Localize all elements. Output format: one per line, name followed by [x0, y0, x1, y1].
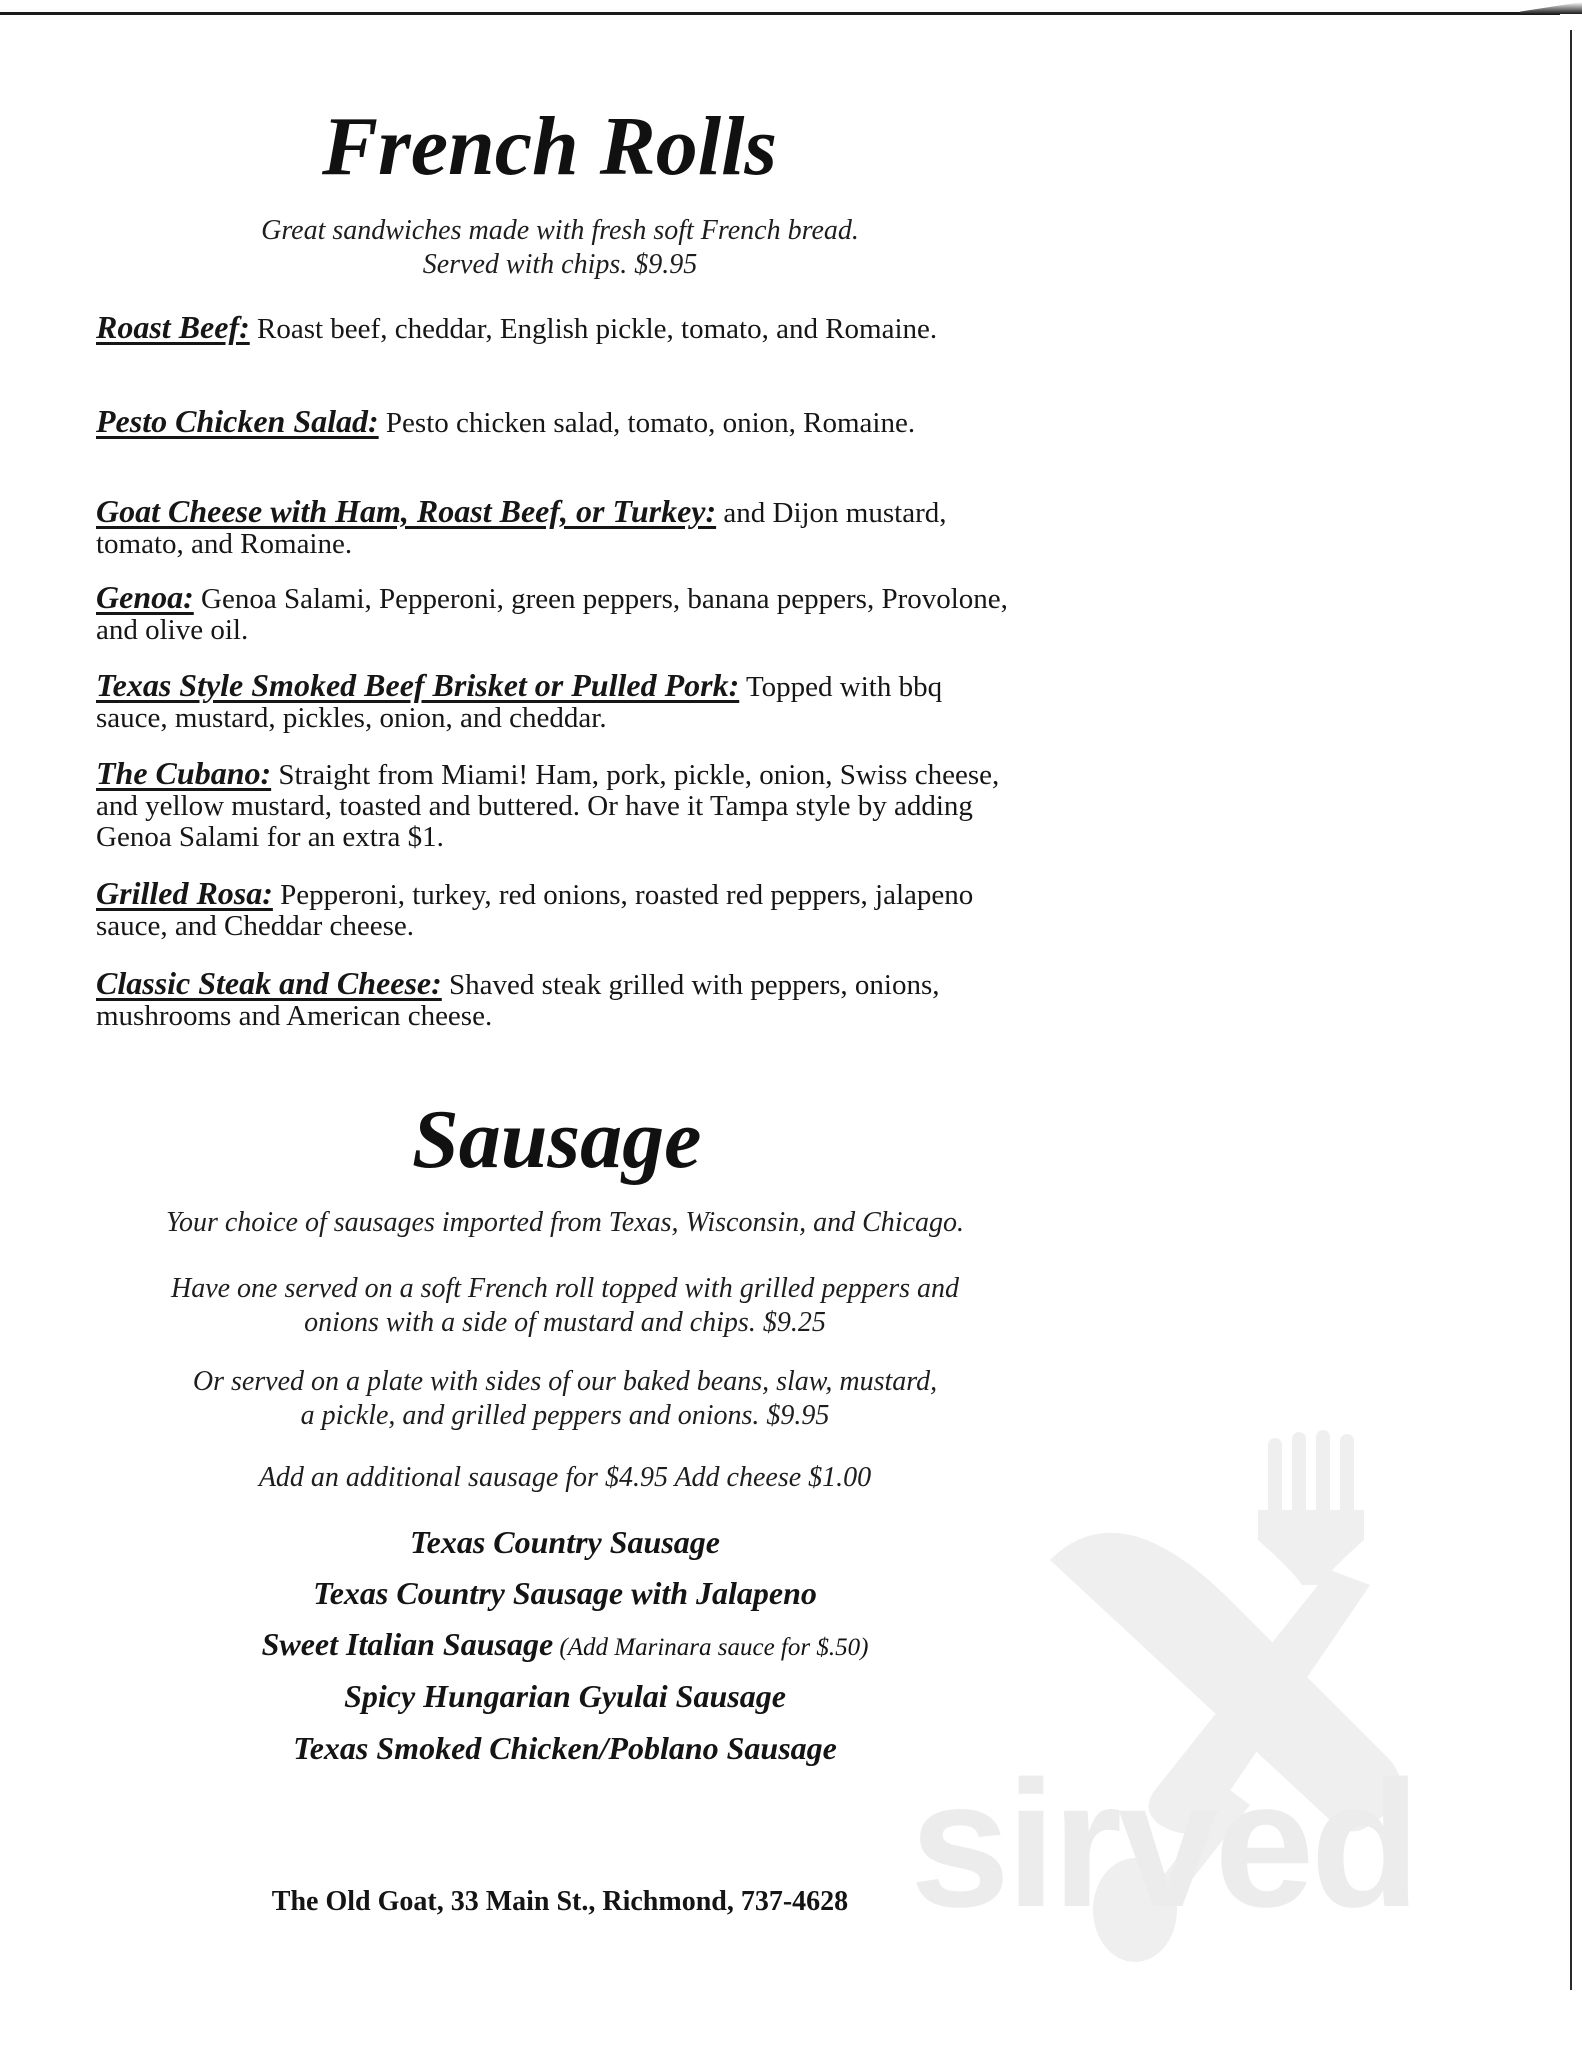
menu-item: [96, 309, 1016, 345]
menu-item-name: Classic Steak and Cheese:: [96, 965, 442, 1001]
menu-item-description: and Dijon mustard, tomato, and Romaine.: [96, 497, 947, 560]
page-edge-line: [1570, 30, 1572, 1990]
sausage-plate-option: [80, 1365, 1050, 1433]
sausage-variety: [120, 1624, 1010, 1668]
sausage-roll-option-line2: onions with a side of mustard and chips. $9.25: [304, 1307, 826, 1338]
sausage-variety-name: Spicy Hungarian Gyulai Sausage: [344, 1678, 786, 1714]
menu-item-name: Genoa:: [96, 579, 194, 615]
menu-item: [96, 667, 1016, 734]
menu-item-name: Grilled Rosa:: [96, 875, 273, 911]
menu-item: [96, 755, 1016, 853]
menu-item-name: Pesto Chicken Salad:: [96, 403, 379, 439]
menu-item-description: Topped with bbq sauce, mustard, pickles, onion, and cheddar.: [96, 671, 943, 734]
menu-item-name: The Cubano:: [96, 755, 272, 791]
menu-item-description: Straight from Miami! Ham, pork, pickle, onion, Swiss cheese, and yellow mustard, toasted and buttered. Or have it Tampa style by adding Genoa Salami for an extra $1.: [96, 759, 1000, 853]
sausage-variety-name: Texas Country Sausage: [410, 1524, 720, 1560]
footer-address: The Old Goat, 33 Main St., Richmond, 737-4628: [271, 1886, 849, 1917]
sausage-choice-text: Your choice of sausages imported from Texas, Wisconsin, and Chicago.: [165, 1207, 964, 1238]
menu-item: [96, 403, 1016, 439]
french-rolls-title: French Rolls: [322, 100, 778, 193]
sausage-variety-name: Sweet Italian Sausage: [261, 1626, 554, 1662]
sausage-variety: [120, 1573, 1010, 1617]
top-rule: [0, 12, 1560, 15]
menu-item-description: Shaved steak grilled with peppers, onions, mushrooms and American cheese.: [96, 969, 940, 1032]
menu-item: [96, 493, 1016, 560]
watermark-brand: sirved: [910, 1744, 1417, 1945]
menu-item: [96, 965, 1016, 1032]
french-rolls-intro: [150, 214, 970, 282]
menu-item: [96, 579, 1016, 646]
sausage-roll-option: [80, 1272, 1050, 1340]
menu-item-description: Pesto chicken salad, tomato, onion, Romaine.: [378, 407, 916, 439]
sausage-variety: [120, 1676, 1010, 1720]
sausage-variety-note: (Add Marinara sauce for $.50): [553, 1634, 869, 1661]
sausage-addons: Add an additional sausage for $4.95 Add cheese $1.00: [258, 1462, 872, 1493]
menu-item-description: Pepperoni, turkey, red onions, roasted red peppers, jalapeno sauce, and Cheddar cheese.: [96, 879, 974, 942]
sausage-plate-option-line2: a pickle, and grilled peppers and onions. $9.95: [300, 1400, 830, 1431]
top-rule-end: [1520, 2, 1582, 14]
menu-item-name: Goat Cheese with Ham, Roast Beef, or Turkey:: [96, 493, 717, 529]
sausage-variety-name: Texas Country Sausage with Jalapeno: [313, 1575, 817, 1611]
french-rolls-intro-line2: Served with chips. $9.95: [422, 249, 698, 280]
menu-item-description: Genoa Salami, Pepperoni, green peppers, banana peppers, Provolone, and olive oil.: [96, 583, 1008, 646]
sausage-plate-option-line1: Or served on a plate with sides of our baked beans, slaw, mustard,: [192, 1366, 938, 1397]
sausage-variety: [120, 1522, 1010, 1566]
menu-item-description: Roast beef, cheddar, English pickle, tomato, and Romaine.: [249, 313, 938, 345]
menu-item-name: Texas Style Smoked Beef Brisket or Pulled Pork:: [96, 667, 740, 703]
french-rolls-intro-line1: Great sandwiches made with fresh soft French bread.: [261, 215, 859, 246]
sausage-roll-option-line1: Have one served on a soft French roll topped with grilled peppers and: [170, 1273, 960, 1304]
menu-item-name: Roast Beef:: [96, 309, 250, 345]
sausage-variety: [120, 1728, 1010, 1772]
sausage-variety-name: Texas Smoked Chicken/Poblano Sausage: [293, 1730, 837, 1766]
menu-item: [96, 875, 1016, 942]
sausage-title: Sausage: [412, 1093, 702, 1186]
